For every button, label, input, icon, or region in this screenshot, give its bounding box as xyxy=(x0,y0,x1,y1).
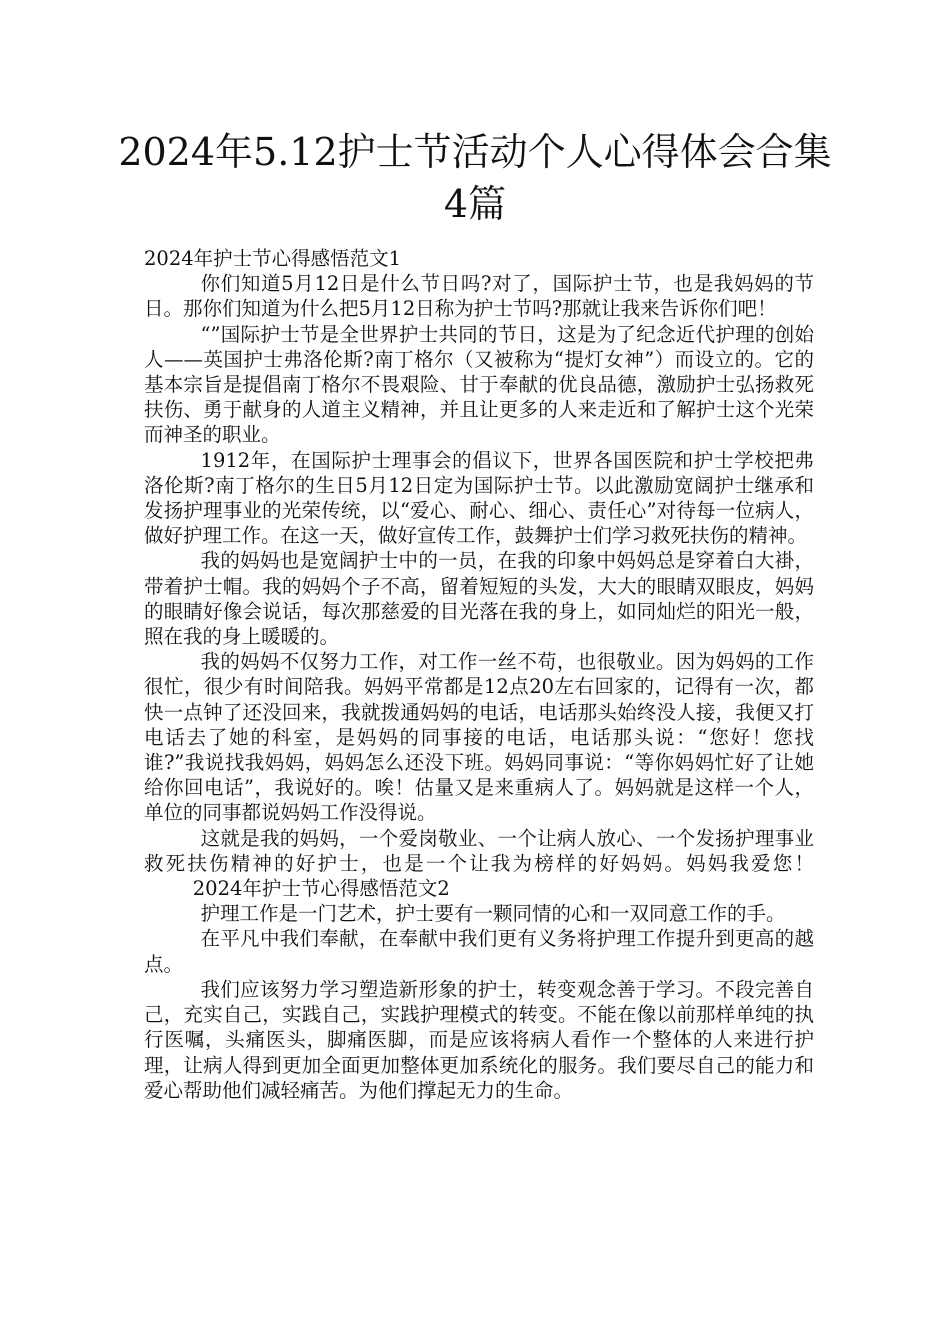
section-heading-2: 2024年护士节心得感悟范文2 xyxy=(192,877,450,901)
paragraph: 在平凡中我们奉献，在奉献中我们更有义务将护理工作提升到更高的越点。 xyxy=(144,927,814,976)
paragraph: 你们知道5月12日是什么节日吗?对了，国际护士节，也是我妈妈的节日。那你们知道为什么把5月12日称为护士节吗?那就让我来告诉你们吧！ xyxy=(144,272,814,321)
paragraph: 1912年，在国际护士理事会的倡议下，世界各国医院和护士学校把弗洛伦斯?南丁格尔的生日5月12日定为国际护士节。以此激励宽阔护士继承和发扬护理事业的光荣传统，以“爱心、耐心、细心、责任心”对待每一位病人，做好护理工作。在这一天，做好宣传工作，鼓舞护士们学习救死扶伤的精神。 xyxy=(144,448,814,548)
document-body xyxy=(144,246,814,1103)
section-heading-1: 2024年护士节心得感悟范文1 xyxy=(144,247,402,270)
document-title xyxy=(100,126,850,230)
paragraph-with-heading xyxy=(144,826,814,902)
title-line-2: 4篇 xyxy=(443,182,507,226)
paragraph: 护理工作是一门艺术，护士要有一颗同情的心和一双同意工作的手。 xyxy=(200,902,786,926)
title-line-1: 2024年5.12护士节活动个人心得体会合集 xyxy=(118,130,832,174)
paragraph: 我的妈妈不仅努力工作，对工作一丝不苟，也很敬业。因为妈妈的工作很忙，很少有时间陪我。妈妈平常都是12点20左右回家的，记得有一次，都快一点钟了还没回来，我就拨通妈妈的电话，电话那头始终没人接，我便又打电话去了她的科室，是妈妈的同事接的电话，电话那头说：“您好！您找谁?”我说找我妈妈，妈妈怎么还没下班。妈妈同事说：“等你妈妈忙好了让她给你回电话”，我说好的。唉！估量又是来重病人了。妈妈就是这样一个人，单位的同事都说妈妈工作没得说。 xyxy=(144,650,814,825)
paragraph: 我们应该努力学习塑造新形象的护士，转变观念善于学习。不段完善自己，充实自己，实践自己，实践护理模式的转变。不能在像以前那样单纯的执行医嘱，头痛医头，脚痛医脚，而是应该将病人看作一个整体的人来进行护理，让病人得到更加全面更加整体更加系统化的服务。我们要尽自己的能力和爱心帮助他们减轻痛苦。为他们撑起无力的生命。 xyxy=(144,977,814,1102)
paragraph: “”国际护士节是全世界护士共同的节日，这是为了纪念近代护理的创始人——英国护士弗洛伦斯?南丁格尔（又被称为“提灯女神”）而设立的。它的基本宗旨是提倡南丁格尔不畏艰险、甘于奉献的优良品德，激励护士弘扬救死扶伤、勇于献身的人道主义精神，并且让更多的人来走近和了解护士这个光荣而神圣的职业。 xyxy=(144,322,814,447)
paragraph: 这就是我的妈妈，一个爱岗敬业、一个让病人放心、一个发扬护理事业救死扶伤精神的好护士，也是一个让我为榜样的好妈妈。妈妈我爱您！ xyxy=(144,826,814,875)
paragraph: 我的妈妈也是宽阔护士中的一员，在我的印象中妈妈总是穿着白大褂，带着护士帽。我的妈妈个子不高，留着短短的头发，大大的眼睛双眼皮，妈妈的眼睛好像会说话，每次那慈爱的目光落在我的身上，如同灿烂的阳光一般，照在我的身上暖暖的。 xyxy=(144,549,814,649)
